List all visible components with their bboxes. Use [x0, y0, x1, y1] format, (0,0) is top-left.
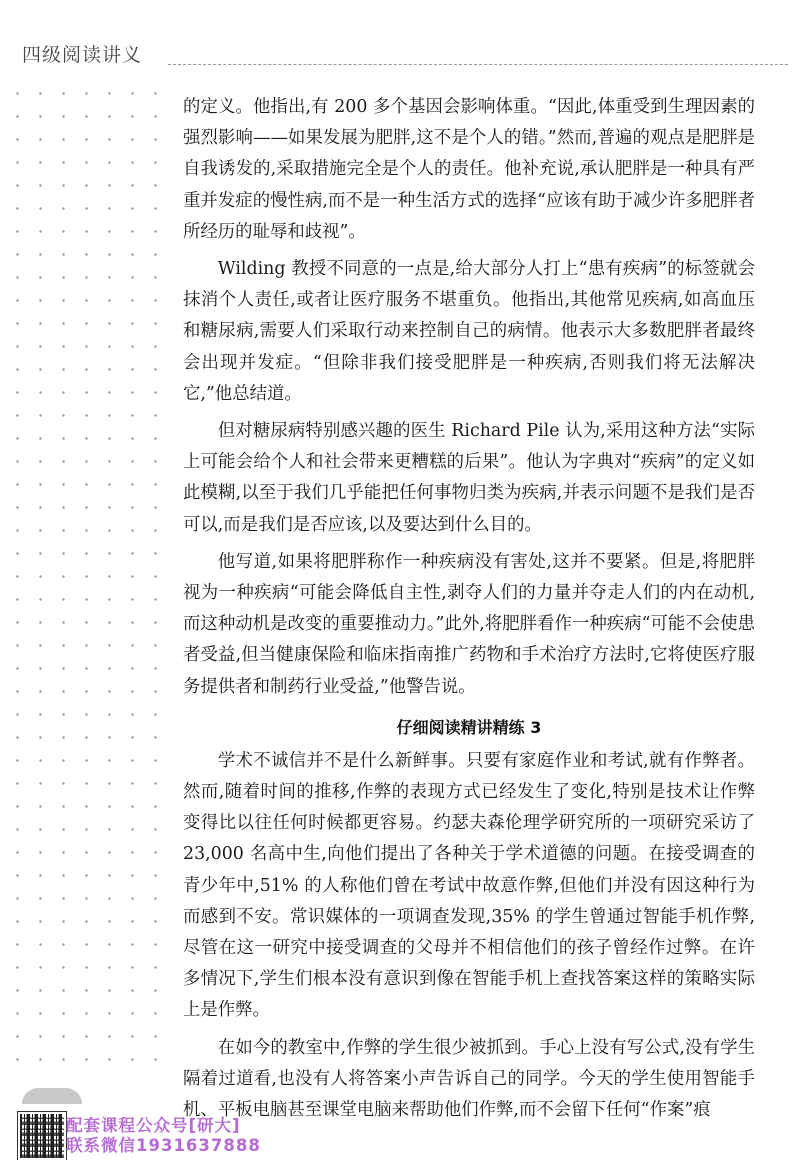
decorative-shape — [22, 1088, 82, 1104]
promo-text — [66, 1116, 261, 1156]
header-title: 四级阅读讲义 — [22, 44, 143, 66]
article-body — [183, 92, 755, 1132]
paragraph: 学术不诚信并不是什么新鲜事。只要有家庭作业和考试,就有作弊者。然而,随着时间的推移,作弊的表现方式已经发生了变化,特别是技术让作弊变得比以往任何时候都更容易。约瑟夫森伦理学研究所的一项研究采访了 23,000 名高中生,向他们提出了各种关于学术道德的问题。在接受调查的青少年中,51% 的人称他们曾在考试中故意作弊,但他们并没有因这种行为而感到不安。常识媒体的一项调查发现,35% 的学生曾通过智能手机作弊,尽管在这一研究中接受调查的父母并不相信他们的孩子曾经作过弊。在许多情况下,学生们根本没有意识到像在智能手机上查找答案这样的策略实际上是作弊。 — [183, 750, 755, 1021]
promo-line-1: 配套课程公众号[研大] — [66, 1116, 241, 1135]
paragraph: 在如今的教室中,作弊的学生很少被抓到。手心上没有写公式,没有学生隔着过道看,也没有人将答案小声告诉自己的同学。今天的学生使用智能手机、平板电脑甚至课堂电脑来帮助他们作弊,而不会留下任何“作案”痕 — [183, 1037, 755, 1121]
margin-dot-grid — [0, 78, 170, 1078]
paragraph: Wilding 教授不同意的一点是,给大部分人打上“患有疾病”的标签就会抹消个人责任,或者让医疗服务不堪重负。他指出,其他常见疾病,如高血压和糖尿病,需要人们采取行动来控制自己的病情。他表示大多数肥胖者最终会出现并发症。“但除非我们接受肥胖是一种疾病,否则我们将无法解决它,”他总结道。 — [183, 259, 755, 404]
qr-code-icon — [18, 1112, 66, 1160]
header-divider — [168, 64, 788, 65]
promo-line-2: 联系微信1931637888 — [66, 1136, 261, 1155]
paragraph: 他写道,如果将肥胖称作一种疾病没有害处,这并不要紧。但是,将肥胖视为一种疾病“可能会降低自主性,剥夺人们的力量并夺走人们的内在动机,而这种动机是改变的重要推动力。”此外,将肥胖看作一种疾病“可能不会使患者受益,但当健康保险和临床指南推广药物和手术治疗方法时,它将使医疗服务提供者和制药行业受益,”他警告说。 — [183, 551, 755, 697]
footer-watermark — [0, 1080, 800, 1157]
paragraph: 但对糖尿病特别感兴趣的医生 Richard Pile 认为,采用这种方法“实际上可能会给个人和社会带来更糟糕的后果”。他认为字典对“疾病”的定义如此模糊,以至于我们几乎能把任何事物归类为疾病,并表示问题不是我们是否可以,而是我们是否应该,以及要达到什么目的。 — [183, 421, 755, 535]
section-title: 仔细阅读精讲精练 3 — [396, 717, 542, 737]
page-header — [0, 0, 800, 70]
paragraph: 的定义。他指出,有 200 多个基因会影响体重。“因此,体重受到生理因素的强烈影响——如果发展为肥胖,这不是个人的错。”然而,普遍的观点是肥胖是自我诱发的,采取措施完全是个人的责任。他补充说,承认肥胖是一种具有严重并发症的慢性病,而不是一种生活方式的选择“应该有助于减少许多肥胖者所经历的耻辱和歧视”。 — [183, 97, 755, 242]
